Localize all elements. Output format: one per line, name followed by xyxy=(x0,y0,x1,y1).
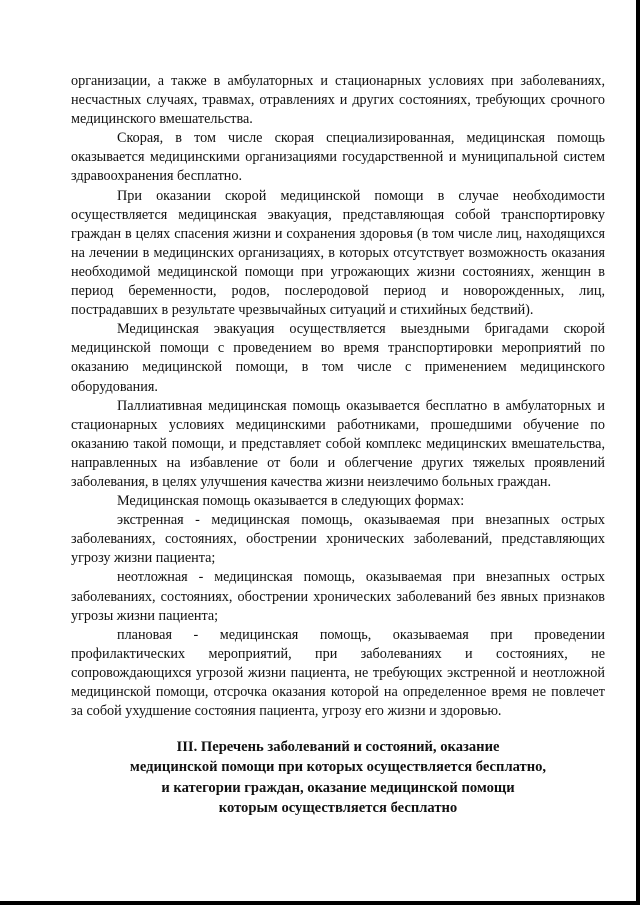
paragraph-form-planned: плановая - медицинская помощь, оказываемая при проведении профилактических мероприятий, при заболеваниях и состояниях, не сопровождающихся угрозой жизни пациента, не требующих экстренной и неотложной медицинской помощи, отсрочка оказания которой на определенное время не повлечет за собой ухудшение состояния пациента, угрозу его жизни и здоровью. xyxy=(71,626,605,720)
paragraph-emergency-care: Скорая, в том числе скорая специализированная, медицинская помощь оказывается медицинскими организациями государственной и муниципальной систем здравоохранения бесплатно. xyxy=(71,130,605,185)
section-heading xyxy=(71,737,605,819)
paragraph-continuation: организации, а также в амбулаторных и стационарных условиях при заболеваниях, несчастных случаях, травмах, отравлениях и других состояниях, требующих срочного медицинского вмешательства. xyxy=(71,73,605,128)
paragraph-palliative-care: Паллиативная медицинская помощь оказывается бесплатно в амбулаторных и стационарных условиях медицинскими работниками, прошедшими обучение по оказанию такой помощи, и представляет собой комплекс медицинских вмешательства, направленных на избавление от боли и облегчение других тяжелых проявлений заболевания, в целях улучшения качества жизни неизлечимо больных граждан. xyxy=(71,397,605,490)
paragraph-form-urgent: неотложная - медицинская помощь, оказываемая при внезапных острых заболеваниях, состояниях, обострении хронических заболеваний без явных признаков угрозы жизни пациента; xyxy=(71,569,605,624)
section-heading-line: которым осуществляется бесплатно xyxy=(218,800,458,817)
section-heading-line: III. Перечень заболеваний и состояний, оказание xyxy=(176,739,500,755)
document-body xyxy=(71,72,605,721)
paragraph-medical-evacuation: При оказании скорой медицинской помощи в случае необходимости осуществляется медицинская эвакуация, представляющая собой транспортировку граждан в целях спасения жизни и сохранения здоровья (в том числе лиц, находящихся на лечении в медицинских организациях, в которых отсутствует возможность оказания необходимой медицинской помощи при угрожающих жизни состояниях, женщин в период беременности, родов, послеродовой период и новорожденных, лиц, пострадавших в результате чрезвычайных ситуаций и стихийных бедствий). xyxy=(71,187,605,319)
paragraph-care-forms-intro: Медицинская помощь оказывается в следующих формах: xyxy=(117,493,465,510)
section-heading-line: и категории граждан, оказание медицинской помощи xyxy=(161,779,515,796)
paragraph-form-emergency: экстренная - медицинская помощь, оказываемая при внезапных острых заболеваниях, состояниях, обострении хронических заболеваний, представляющих угрозу жизни пациента; xyxy=(71,512,605,567)
paragraph-evacuation-teams: Медицинская эвакуация осуществляется выездными бригадами скорой медицинской помощи с проведением во время транспортировки мероприятий по оказанию медицинской помощи, в том числе с применением медицинского оборудования. xyxy=(71,321,605,395)
section-heading-line: медицинской помощи при которых осуществляется бесплатно, xyxy=(129,759,547,776)
